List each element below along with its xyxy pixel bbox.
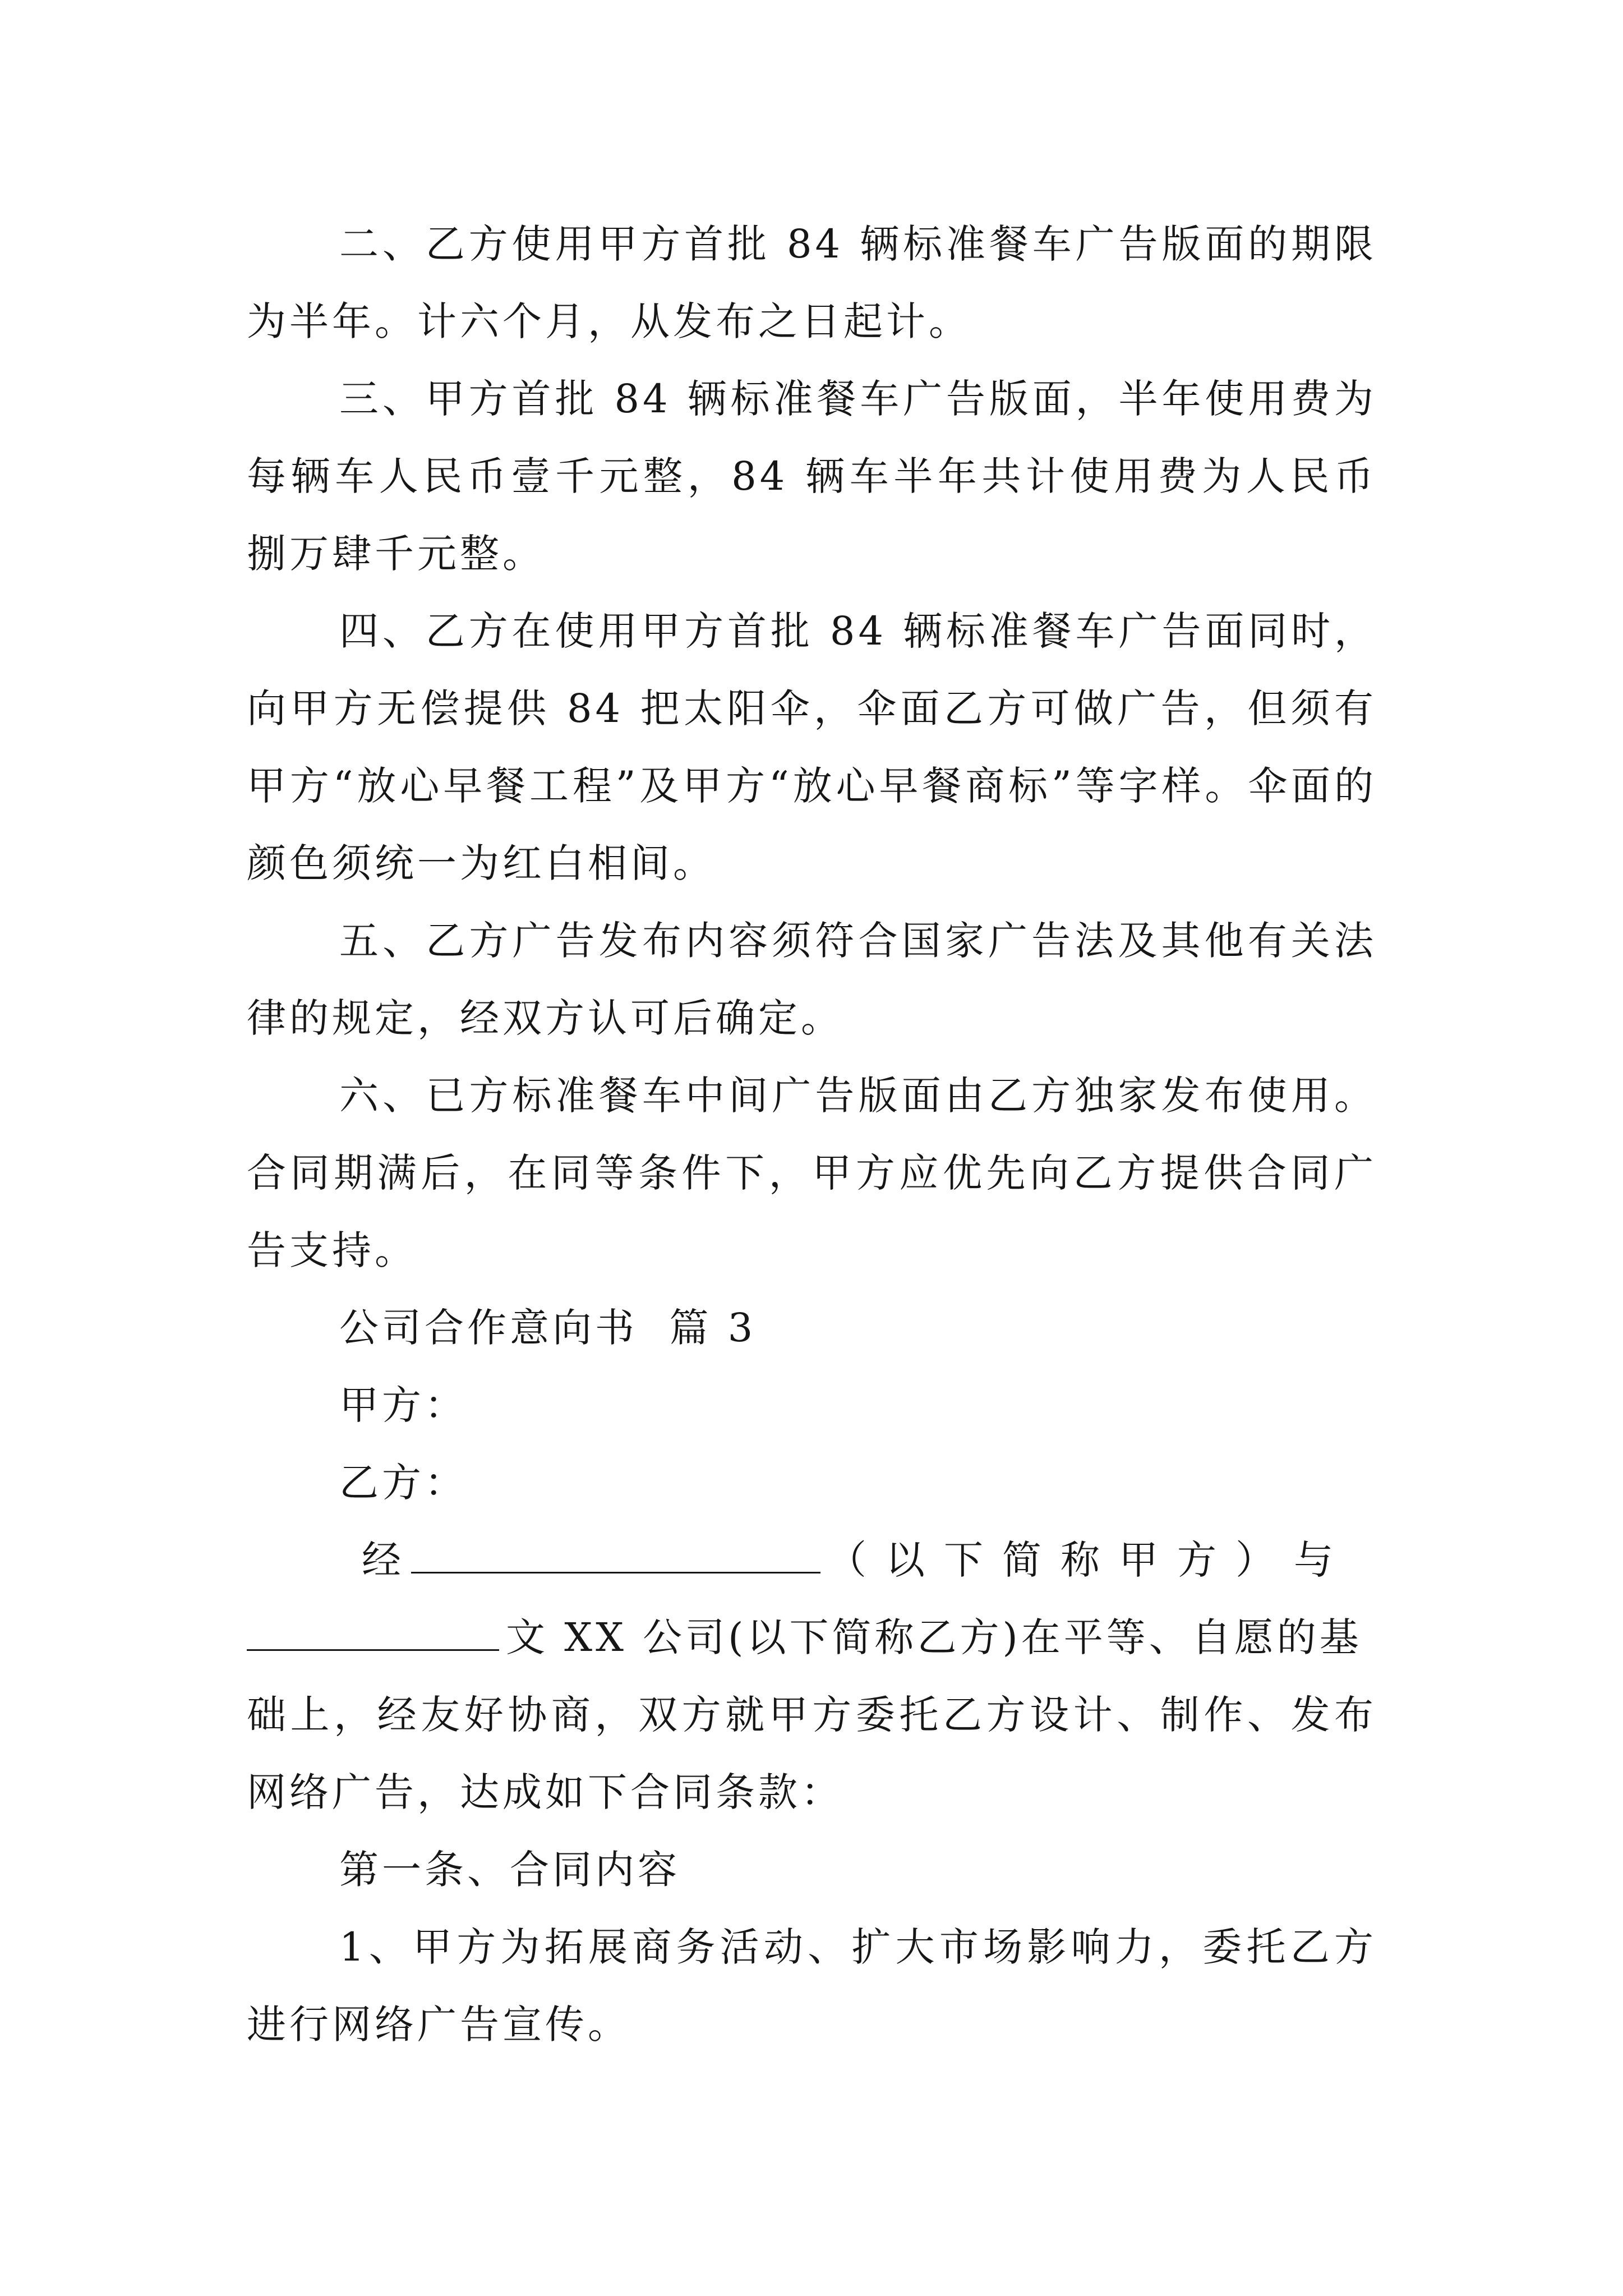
clause-5: 五、乙方广告发布内容须符合国家广告法及其他有关法律的规定，经双方认可后确定。 [247, 918, 1377, 1041]
article-1-item-1: 1、甲方为拓展商务活动、扩大市场影响力，委托乙方进行网络广告宣传。 [247, 1924, 1377, 2047]
intro-line-1 [247, 1521, 1377, 1599]
intro-lead: 经 [362, 1537, 404, 1583]
section-title: 公司合作意向书 篇 3 [339, 1305, 757, 1351]
article-1-title: 第一条、合同内容 [339, 1847, 680, 1893]
party-b-blank [247, 1610, 499, 1651]
intro-rest: 文 XX 公司(以下简称乙方)在平等、自愿的基 [506, 1614, 1362, 1660]
document-body [247, 205, 1377, 2063]
clause-4: 四、乙方在使用甲方首批 84 辆标准餐车广告面同时，向甲方无偿提供 84 把太阳伞，伞面乙方可做广告，但须有甲方“放心早餐工程”及甲方“放心早餐商标”等字样。伞面的颜色须统一为红白相间。 [247, 608, 1377, 886]
clause-3: 三、甲方首批 84 辆标准餐车广告版面，半年使用费为每辆车人民币壹千元整，84 辆车半年共计使用费为人民币捌万肆千元整。 [247, 376, 1377, 577]
party-a-blank [411, 1533, 820, 1573]
intro-abbrev: （以下简称甲方）与 [827, 1537, 1352, 1583]
clause-6: 六、已方标准餐车中间广告版面由乙方独家发布使用。合同期满后，在同等条件下，甲方应优先向乙方提供合同广告支持。 [247, 1073, 1377, 1273]
party-b-label: 乙方： [339, 1460, 467, 1506]
party-a-label: 甲方： [339, 1382, 467, 1428]
clause-2: 二、乙方使用甲方首批 84 辆标准餐车广告版面的期限为半年。计六个月，从发布之日起计。 [247, 221, 1377, 344]
intro-tail: 础上，经友好协商，双方就甲方委托乙方设计、制作、发布网络广告，达成如下合同条款： [247, 1692, 1377, 1815]
intro-line-2 [247, 1599, 1377, 1676]
